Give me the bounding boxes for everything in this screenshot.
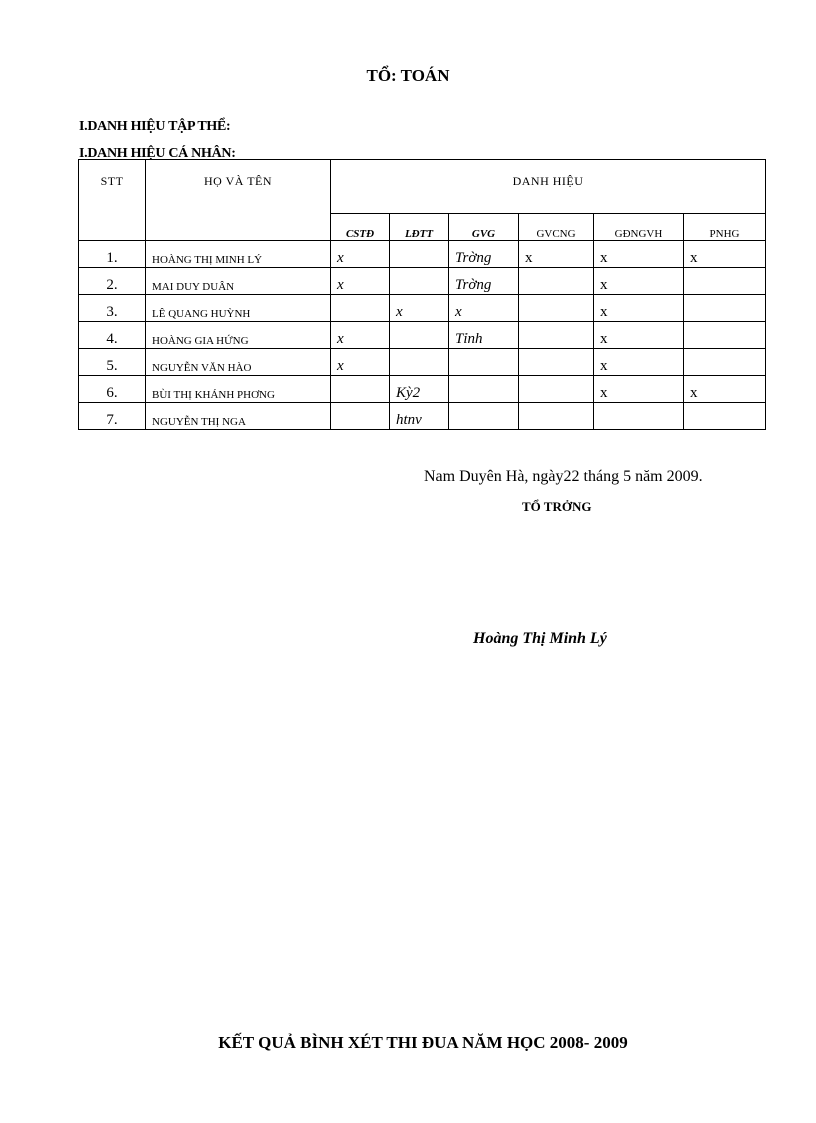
- table-row: [79, 322, 766, 349]
- cstd-cell: x: [331, 268, 390, 295]
- cstd-cell: [331, 376, 390, 403]
- gvg-cell: Tỉnh: [449, 322, 519, 349]
- table-row: [79, 349, 766, 376]
- pnhg-cell: x: [684, 376, 766, 403]
- name-cell: LÊ QUANG HUỲNH: [146, 295, 331, 322]
- pnhg-cell: [684, 349, 766, 376]
- stt-cell: 4.: [79, 322, 146, 349]
- ldtt-cell: [390, 268, 449, 295]
- gvcng-cell: x: [519, 241, 594, 268]
- gvcng-cell: [519, 295, 594, 322]
- pnhg-cell: x: [684, 241, 766, 268]
- gdngvh-cell: x: [594, 241, 684, 268]
- sub-header-gdngvh: GĐNGVH: [594, 214, 684, 241]
- name-cell: NGUYỄN VĂN HÀO: [146, 349, 331, 376]
- pnhg-cell: [684, 295, 766, 322]
- section-collective-heading: I.DANH HIỆU TẬP THỂ:: [79, 119, 231, 134]
- name-cell: BÙI THỊ KHÁNH PHƠNG: [146, 376, 331, 403]
- stt-cell: 5.: [79, 349, 146, 376]
- pnhg-cell: [684, 322, 766, 349]
- ldtt-cell: htnv: [390, 403, 449, 430]
- gdngvh-cell: x: [594, 376, 684, 403]
- table-row: [79, 295, 766, 322]
- gvcng-cell: [519, 322, 594, 349]
- gdngvh-cell: x: [594, 322, 684, 349]
- signer-name: Hoàng Thị Minh Lý: [473, 630, 607, 647]
- sub-header-ldtt: LĐTT: [390, 214, 449, 241]
- sub-header-gvcng: GVCNG: [519, 214, 594, 241]
- gvg-cell: Trờng: [449, 241, 519, 268]
- cstd-cell: x: [331, 349, 390, 376]
- cstd-cell: [331, 403, 390, 430]
- ldtt-cell: [390, 241, 449, 268]
- gvcng-cell: [519, 349, 594, 376]
- table-row: [79, 376, 766, 403]
- stt-cell: 7.: [79, 403, 146, 430]
- cstd-cell: x: [331, 241, 390, 268]
- ldtt-cell: [390, 349, 449, 376]
- gvcng-cell: [519, 268, 594, 295]
- ldtt-cell: [390, 322, 449, 349]
- name-header: HỌ VÀ TÊN: [146, 160, 331, 241]
- stt-header: STT: [79, 160, 146, 241]
- section-individual-heading: I.DANH HIỆU CÁ NHÂN:: [79, 146, 236, 161]
- name-cell: NGUYỄN THỊ NGA: [146, 403, 331, 430]
- gvg-cell: Trờng: [449, 268, 519, 295]
- gdngvh-cell: x: [594, 268, 684, 295]
- name-cell: HOÀNG GIA HỨNG: [146, 322, 331, 349]
- awards-table: [78, 159, 766, 430]
- gvg-cell: [449, 376, 519, 403]
- name-cell: MAI DUY DUÂN: [146, 268, 331, 295]
- cstd-cell: x: [331, 322, 390, 349]
- gvg-cell: [449, 349, 519, 376]
- gvg-cell: x: [449, 295, 519, 322]
- cstd-cell: [331, 295, 390, 322]
- ldtt-cell: Kỳ2: [390, 376, 449, 403]
- sub-header-gvg: GVG: [449, 214, 519, 241]
- table-row: [79, 241, 766, 268]
- stt-cell: 3.: [79, 295, 146, 322]
- name-cell: HOÀNG THỊ MINH LÝ: [146, 241, 331, 268]
- stt-cell: 2.: [79, 268, 146, 295]
- table-row: [79, 268, 766, 295]
- gdngvh-cell: x: [594, 349, 684, 376]
- pnhg-cell: [684, 403, 766, 430]
- sub-header-cstd: CSTĐ: [331, 214, 390, 241]
- result-heading: KẾT QUẢ BÌNH XÉT THI ĐUA NĂM HỌC 2008- 2009: [218, 1033, 628, 1052]
- title-header: DANH HIỆU: [331, 160, 766, 214]
- gvg-cell: [449, 403, 519, 430]
- sub-header-pnhg: PNHG: [684, 214, 766, 241]
- gdngvh-cell: [594, 403, 684, 430]
- stt-cell: 6.: [79, 376, 146, 403]
- place-date: Nam Duyên Hà, ngày22 tháng 5 năm 2009.: [424, 468, 703, 485]
- pnhg-cell: [684, 268, 766, 295]
- stt-cell: 1.: [79, 241, 146, 268]
- table-row: [79, 403, 766, 430]
- gdngvh-cell: x: [594, 295, 684, 322]
- ldtt-cell: x: [390, 295, 449, 322]
- gvcng-cell: [519, 403, 594, 430]
- page-title: TỔ: TOÁN: [366, 66, 450, 85]
- gvcng-cell: [519, 376, 594, 403]
- signer-role: TỔ TRỞNG: [522, 499, 592, 514]
